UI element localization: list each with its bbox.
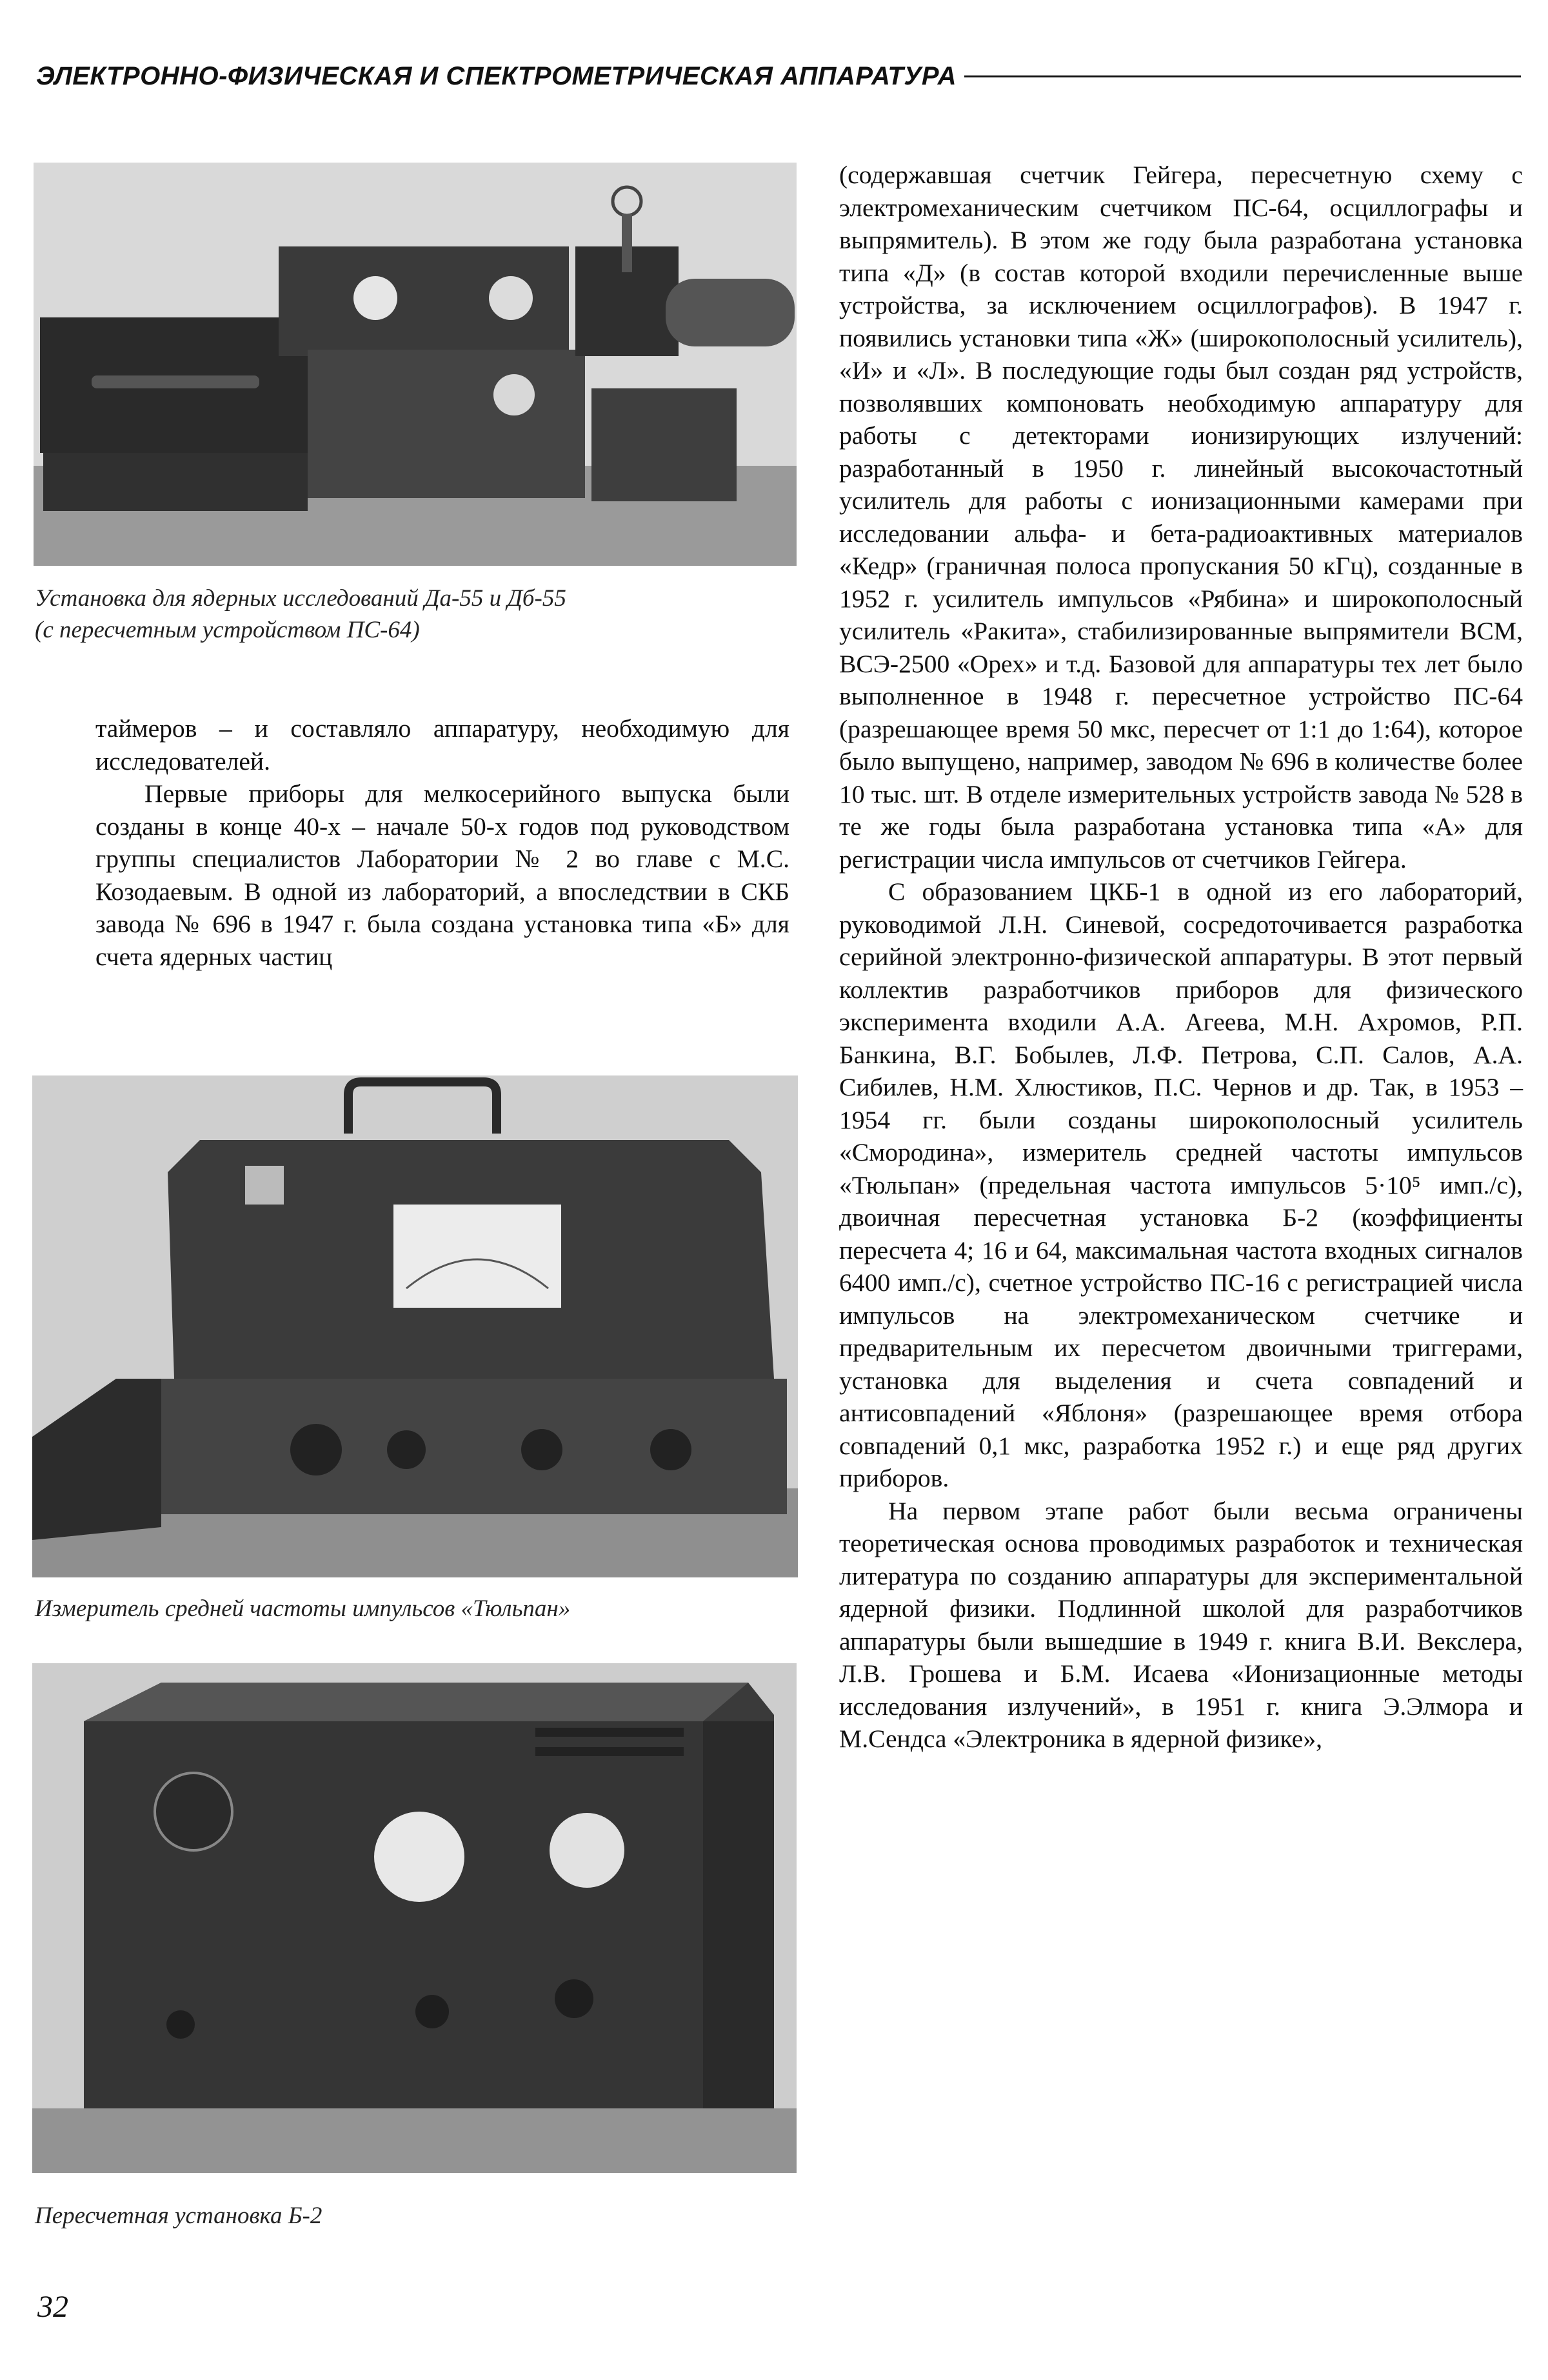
paragraph: Первые приборы для мелкосерийного выпуска были созданы в конце 40-х – начале 50-х годов под руководством группы специалистов Лаборатории № 2 во главе с М.С. Козодаевым. В одной из лабораторий, а впоследствии в СКБ завода № 696 в 1947 г. была создана установка типа «Б» для счета ядерных частиц (95, 779, 789, 971)
running-header (36, 57, 1521, 95)
photo-da55-db55-setup (34, 163, 797, 566)
caption-line: Установка для ядерных исследований Да-55 и Дб-55 (35, 585, 566, 612)
figure-2-caption (35, 1593, 570, 1625)
header-title: ЭЛЕКТРОННО-ФИЗИЧЕСКАЯ И СПЕКТРОМЕТРИЧЕСКАЯ АППАРАТУРА (36, 61, 957, 90)
paragraph: (содержавшая счетчик Гейгера, пересчетную схему с электромеханическим счетчиком ПС-64, осциллографы и выпрямитель). В этом же году была разработана установка типа «Д» (в состав которой входили перечисленные выше устройства, за исключением осциллографов). В 1947 г. появились установки типа «Ж» (широкополосный усилитель), «И» и «Л». В последующие годы был создан ряд устройств, позволявших компоновать необходимую аппаратуру для работы с детекторами ионизирующих излучений: разработанный в 1950 г. линейный высокочастотный усилитель для работы с ионизационными камерами при исследовании альфа- и бета-радиоактивных материалов «Кедр» (граничная полоса пропускания 50 кГц), созданные в 1952 г. усилитель импульсов «Рябина» и широкополосный усилитель «Ракита», стабилизированные выпрямители ВСМ, ВСЭ-2500 «Орех» и т.д. Базовой для аппаратуры тех лет было выполненное в 1948 г. пересчетное устройство ПС-64 (разрешающее время 50 мкс, пересчет от 1:1 до 1:64), которое было выпущено, например, заводом № 696 в количестве более 10 тыс. шт. В отделе измерительных устройств завода № 528 в те же годы была разработана установка типа «А» для регистрации числа импульсов от счетчиков Гейгера. (839, 161, 1523, 874)
paragraph: С образованием ЦКБ-1 в одной из его лабораторий, руководимой Л.Н. Синевой, сосредоточивается разработка серийной электронно-физической аппаратуры. В этот первый коллектив разработчиков приборов для физического эксперимента входили А.А. Агеева, М.Н. Ахромов, Р.П. Банкина, В.Г. Бобылев, Л.Ф. Петрова, С.П. Салов, А.А. Сибилев, Н.М. Хлюстиков, П.С. Чернов и др. Так, в 1953 – 1954 гг. были созданы широкополосный усилитель «Смородина», измеритель средней частоты импульсов «Тюльпан» (предельная частота импульсов 5·10⁵ имп./с), двоичная пересчетная установка Б-2 (коэффициенты пересчета 4; 16 и 64, максимальная частота входных сигналов 6400 имп./с), счетное устройство ПС-16 с регистрацией числа импульсов на электромеханическом счетчике и предварительным их пересчетом двоичными триггерами, установка для выделения и счета совпадений и антисовпадений «Яблоня» (разрешающее время отбора совпадений 0,1 мкс, разработка 1952 г.) и еще ряд других приборов. (839, 877, 1523, 1492)
left-text-column (95, 712, 789, 973)
figure-1-caption (35, 583, 566, 646)
caption-line: (с пересчетным устройством ПС-64) (35, 617, 420, 643)
caption-line: Измеритель средней частоты импульсов «Тюльпан» (35, 1595, 571, 1622)
paragraph: таймеров – и составляло аппаратуру, необходимую для исследователей. (95, 714, 789, 775)
right-text-column (839, 159, 1523, 1755)
paragraph: На первом этапе работ были весьма ограничены теоретическая основа проводимых разработок и техническая литература по созданию аппаратуры для экспериментальной ядерной физики. Подлинной школой для разработчиков аппаратуры были вышедшие в 1949 г. книга В.И. Векслера, Л.В. Грошева и Б.М. Исаева «Ионизационные методы исследования излучений», в 1951 г. книга Э.Элмора и М.Сендса «Электроника в ядерной физике», (839, 1496, 1523, 1753)
photo-b2-counter (32, 1663, 797, 2173)
photo-tyulpan-meter (32, 1075, 798, 1577)
page-number: 32 (37, 2290, 68, 2324)
header-rule (964, 75, 1521, 77)
figure-3-caption (35, 2200, 322, 2232)
caption-line: Пересчетная установка Б-2 (35, 2203, 322, 2229)
